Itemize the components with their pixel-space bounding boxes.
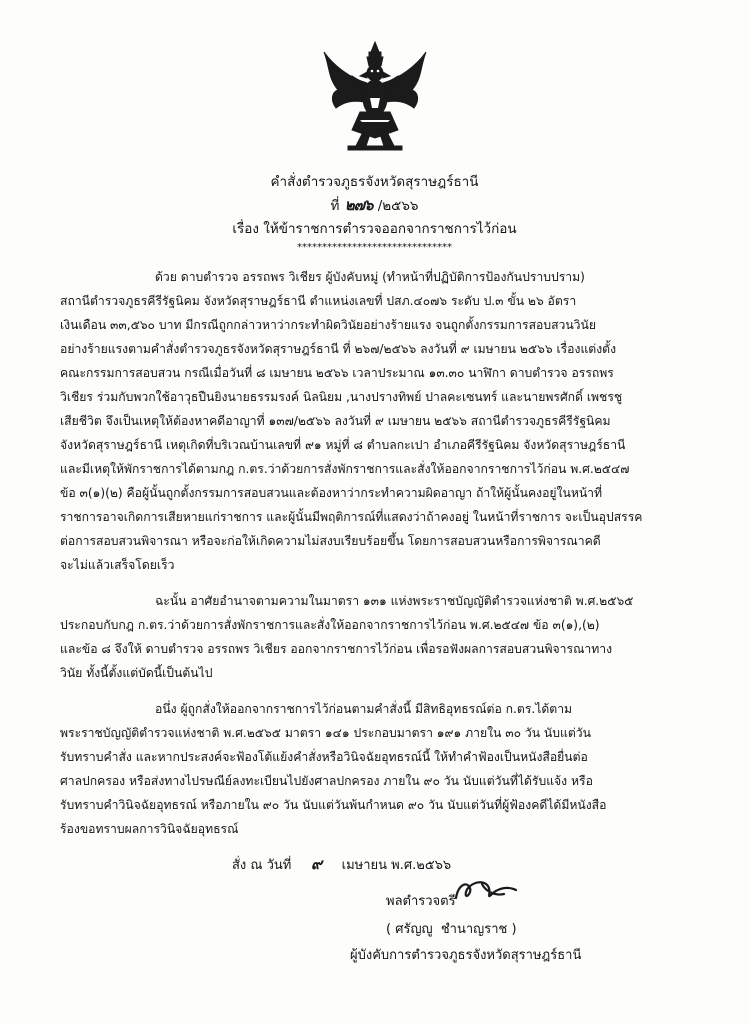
order-number-handwritten: ๒๗๖ xyxy=(344,196,373,214)
order-subject: เรื่อง ให้ข้าราชการตำรวจออกจากราชการไว้ก่อน xyxy=(232,221,517,237)
paragraph-line: และข้อ ๘ จึงให้ ดาบตำรวจ อรรถพร วิเชียร ออกจากราชการไว้ก่อน เพื่อรอฟังผลการสอบสวนพิจารณาทาง xyxy=(60,642,613,656)
paragraph-line: จะไม่แล้วเสร็จโดยเร็ว xyxy=(60,558,175,572)
paragraph-line: สถานีตำรวจภูธรคีรีรัฐนิคม จังหวัดสุราษฎร์ธานี ตำแหน่งเลขที่ ปสภ.๔๐๗๖ ระดับ ป.๓ ขั้น ๒๖ อัตรา xyxy=(60,294,577,308)
order-number xyxy=(0,193,749,217)
paragraph-line: อนึ่ง ผู้ถูกสั่งให้ออกจากราชการไว้ก่อนตามคำสั่งนี้ มีสิทธิอุทธรณ์ต่อ ก.ตร.ได้ตาม xyxy=(155,702,573,716)
issued-prefix: สั่ง ณ วันที่ xyxy=(232,858,292,873)
paragraph-line: ศาลปกครอง หรือส่งทางไปรษณีย์ลงทะเบียนไปยังศาลปกครอง ภายใน ๙๐ วัน นับแต่วันที่ได้รับแจ้ง หรือ xyxy=(60,774,593,788)
paragraph-line: พระราชบัญญัติตำรวจแห่งชาติ พ.ศ.๒๕๖๕ มาตรา ๑๔๑ ประกอบมาตรา ๑๙๑ ภายใน ๓๐ วัน นับแต่วัน xyxy=(60,726,591,740)
garuda-emblem-icon xyxy=(320,38,430,158)
paragraph-line: ราชการอาจเกิดการเสียหายแก่ราชการ และผู้นั้นมีพฤติการณ์ที่แสดงว่าถ้าคงอยู่ ในหน้าที่ราชการ จะเป็นอุปสรรค xyxy=(60,510,643,524)
issued-month-year: เมษายน พ.ศ.๒๕๖๖ xyxy=(341,858,452,873)
separator-line: ******************************* xyxy=(297,242,452,253)
paragraph-line: วิเชียร ร่วมกับพวกใช้อาวุธปืนยิงนายธรรมรงค์ นิลนิยม ,นางปรางทิพย์ ปาลคะเซนทร์ และนายพรศักดิ์ เพชรชู xyxy=(60,390,623,404)
signature-icon xyxy=(452,872,524,910)
paragraph-line: จังหวัดสุราษฎร์ธานี เหตุเกิดที่บริเวณบ้านเลขที่ ๙๑ หมู่ที่ ๘ ตำบลกะเปา อำเภอคีรีรัฐนิคม จังหวัดสุราษฎร์ธานี xyxy=(60,438,626,452)
paragraph-line: ข้อ ๓(๑)(๒) คือผู้นั้นถูกตั้งกรรมการสอบสวนและต้องหาว่ากระทำความผิดอาญา ถ้าให้ผู้นั้นคงอยู่ในหน้าที่ xyxy=(60,486,603,500)
paragraph-line: ฉะนั้น อาศัยอำนาจตามความในมาตรา ๑๓๑ แห่งพระราชบัญญัติตำรวจแห่งชาติ พ.ศ.๒๕๖๕ xyxy=(155,594,634,608)
signer-name: ( ศรัญญู ชำนาญราช ) xyxy=(386,922,517,937)
paragraph-line: และมีเหตุให้พักราชการได้ตามกฎ ก.ตร.ว่าด้วยการสั่งพักราชการและสั่งให้ออกจากราชการไว้ก่อน พ.ศ.๒๕๔๗ xyxy=(60,462,630,476)
paragraph-line: ประกอบกับกฎ ก.ตร.ว่าด้วยการสั่งพักราชการและสั่งให้ออกจากราชการไว้ก่อน พ.ศ.๒๕๔๗ ข้อ ๓(๑),(๒) xyxy=(60,618,600,632)
paragraph-line: รับทราบคำสั่ง และหากประสงค์จะฟ้องโต้แย้งคำสั่งหรือวินิจฉัยอุทธรณ์นี้ ให้ทำคำฟ้องเป็นหนังสือยื่นต่อ xyxy=(60,750,588,764)
order-number-suffix: /๒๕๖๖ xyxy=(377,198,419,214)
signer-rank: พลตำรวจตรี xyxy=(386,894,456,909)
paragraph-line: ร้องขอทราบผลการวินิจฉัยอุทธรณ์ xyxy=(60,822,239,836)
paragraph-line: เงินเดือน ๓๓,๕๖๐ บาท มีกรณีถูกกล่าวหาว่ากระทำผิดวินัยอย่างร้ายแรง จนถูกตั้งกรรมการสอบสวนวินัย xyxy=(60,318,597,332)
paragraph-line: วินัย ทั้งนี้ตั้งแต่บัดนี้เป็นต้นไป xyxy=(60,666,213,680)
paragraph-line: อย่างร้ายแรงตามคำสั่งตำรวจภูธรจังหวัดสุราษฎร์ธานี ที่ ๒๖๗/๒๕๖๖ ลงวันที่ ๙ เมษายน ๒๕๖๖ เรื่องแต่งตั้ง xyxy=(60,342,617,356)
paragraph-line: ด้วย ดาบตำรวจ อรรถพร วิเชียร ผู้บังคับหมู่ (ทำหน้าที่ปฏิบัติการป้องกันปราบปราม) xyxy=(155,270,585,284)
issued-day-handwritten: ๙ xyxy=(311,855,323,873)
paragraph-line: เสียชีวิต จึงเป็นเหตุให้ต้องหาคดีอาญาที่ ๑๓๗/๒๕๖๖ ลงวันที่ ๙ เมษายน ๒๕๖๖ สถานีตำรวจภูธรคีรีรัฐนิคม xyxy=(60,414,611,428)
paragraph-line: ต่อการสอบสวนพิจารณา หรือจะก่อให้เกิดความไม่สงบเรียบร้อยขึ้น โดยการสอบสวนหรือการพิจารณาคดี xyxy=(60,534,601,548)
paragraph-line: รับทราบคำวินิจฉัยอุทธรณ์ หรือภายใน ๙๐ วัน นับแต่วันพ้นกำหนด ๙๐ วัน นับแต่วันที่ผู้ฟ้องคดีได้มีหนังสือ xyxy=(60,798,607,812)
order-number-prefix: ที่ xyxy=(330,198,340,214)
issued-date xyxy=(232,852,451,876)
order-title: คำสั่งตำรวจภูธรจังหวัดสุราษฎร์ธานี xyxy=(270,174,479,190)
paragraph-line: คณะกรรมการสอบสวน กรณีเมื่อวันที่ ๘ เมษายน ๒๕๖๖ เวลาประมาณ ๑๓.๓๐ นาฬิกา ดาบตำรวจ อรรถพร xyxy=(60,366,614,380)
signer-title: ผู้บังคับการตำรวจภูธรจังหวัดสุราษฎร์ธานี xyxy=(350,948,582,963)
